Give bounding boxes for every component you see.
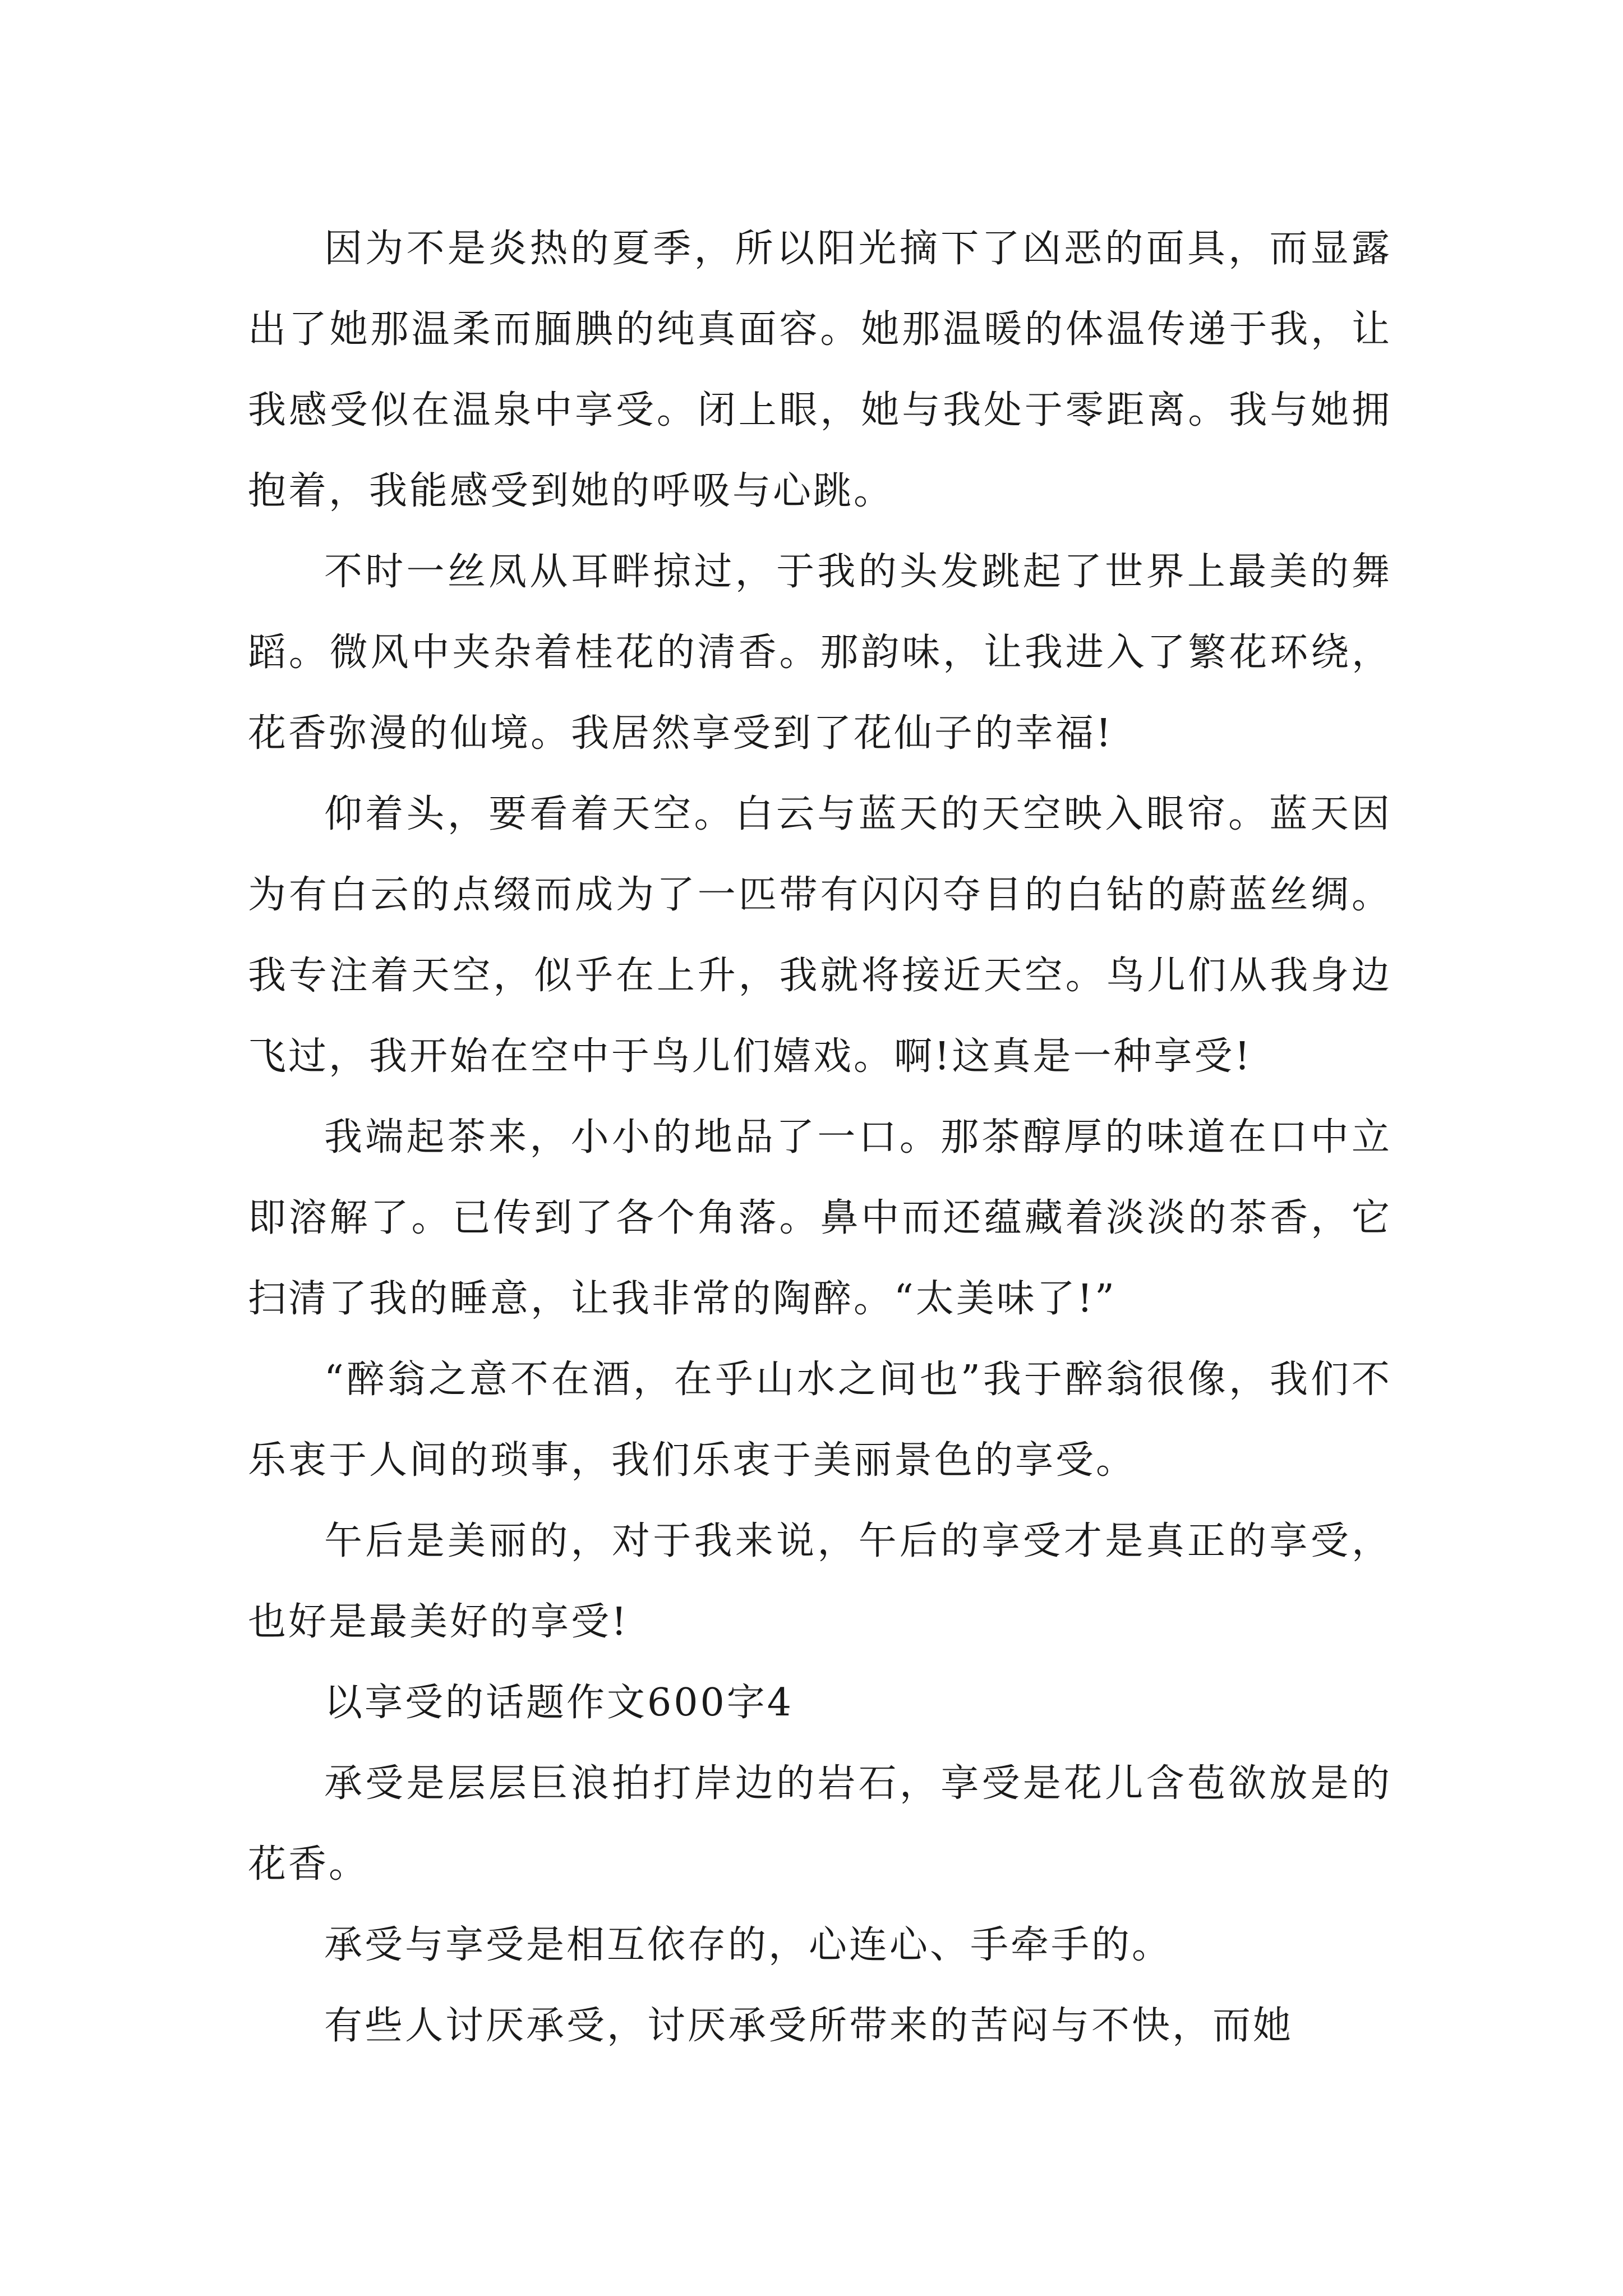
paragraph-4: 我端起茶来，小小的地品了一口。那茶醇厚的味道在口中立即溶解了。已传到了各个角落。鼻中而还蕴藏着淡淡的茶香，它扫清了我的睡意，让我非常的陶醉。“太美味了!” (248, 1115, 1392, 1321)
paragraph-7: 承受是层层巨浪拍打岸边的岩石，享受是花儿含苞欲放是的花香。 (248, 1761, 1392, 1887)
paragraph-6: 午后是美丽的，对于我来说，午后的享受才是真正的享受，也好是最美好的享受! (248, 1519, 1392, 1644)
paragraph-3: 仰着头，要看着天空。白云与蓝天的天空映入眼帘。蓝天因为有白云的点缀而成为了一匹带有闪闪夺目的白钻的蔚蓝丝绸。我专注着天空，似乎在上升，我就将接近天空。鸟儿们从我身边飞过，我开始在空中于鸟儿们嬉戏。啊!这真是一种享受! (248, 792, 1392, 1079)
paragraph-2: 不时一丝凤从耳畔掠过，于我的头发跳起了世界上最美的舞蹈。微风中夹杂着桂花的清香。那韵味，让我进入了繁花环绕，花香弥漫的仙境。我居然享受到了花仙子的幸福! (248, 550, 1392, 756)
essay-body (248, 209, 1392, 2067)
essay-heading: 以享受的话题作文600字4 (324, 1681, 794, 1725)
paragraph-5: “醉翁之意不在酒，在乎山水之间也”我于醉翁很像，我们不乐衷于人间的琐事，我们乐衷于美丽景色的享受。 (248, 1358, 1392, 1483)
paragraph-8: 承受与享受是相互依存的，心连心、手牵手的。 (324, 1923, 1173, 1967)
paragraph-9: 有些人讨厌承受，讨厌承受所带来的苦闷与不快，而她 (324, 2004, 1294, 2048)
paragraph-1: 因为不是炎热的夏季，所以阳光摘下了凶恶的面具，而显露出了她那温柔而腼腆的纯真面容。她那温暖的体温传递于我，让我感受似在温泉中享受。闭上眼，她与我处于零距离。我与她拥抱着，我能感受到她的呼吸与心跳。 (248, 227, 1392, 513)
